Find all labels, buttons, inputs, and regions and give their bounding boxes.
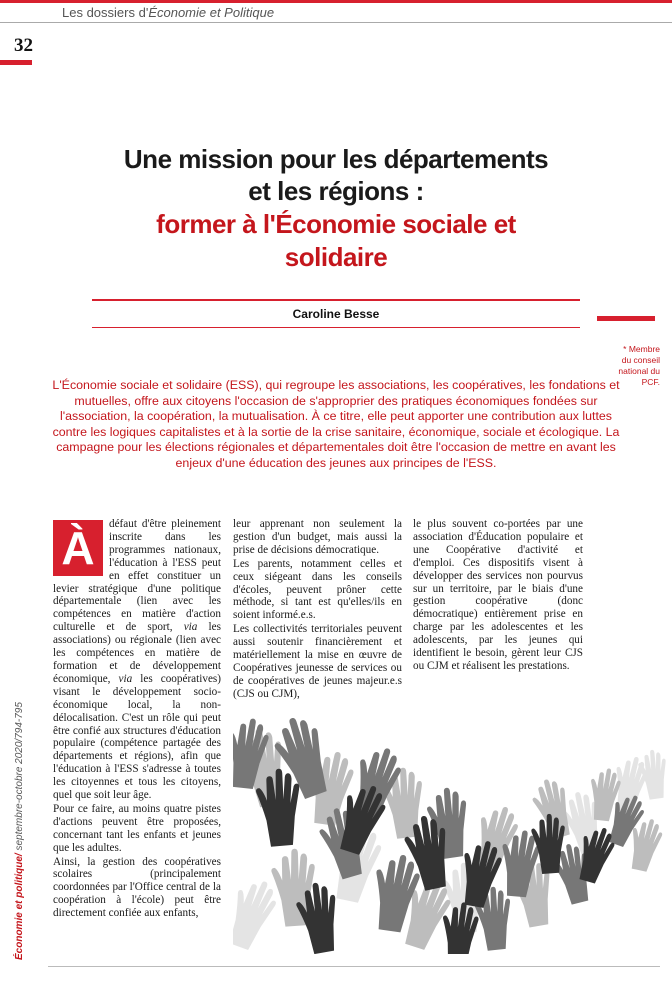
hands-crowd [233, 718, 670, 954]
title-line: Une mission pour les départements [123, 144, 549, 174]
text-run: les associations) ou régionale (lien avec les compétences en matière de formation et de développement économique, [53, 621, 221, 685]
bottom-divider [48, 966, 660, 967]
footnote-line: PCF. [641, 377, 660, 387]
subtitle-line: former à l'Économie sociale et [156, 209, 516, 239]
title-divider-bottom [92, 327, 580, 328]
page-number-bar [0, 60, 32, 65]
body-column-2 [233, 518, 402, 701]
paragraph: Pour ce faire, au moins quatre pistes d'actions peuvent être proposées, concernant tant les enfants et jeunes que les adultes. [53, 802, 221, 854]
top-red-rule [0, 0, 672, 3]
body-column-3 [413, 518, 583, 673]
article-title [40, 143, 632, 207]
journal-name: Économie et politique/ [14, 853, 25, 960]
footnote-line: national du [618, 366, 660, 376]
subtitle-line: solidaire [284, 242, 388, 272]
article-abstract: L'Économie sociale et solidaire (ESS), qui regroupe les associations, les coopératives, les fondations et mutuelles, offre aux citoyens l'occasion de s'approprier des pratiques économiques fondées sur l'association, la coopération, la mutualisation. À ce titre, elle peut apporter une contribution aux luttes contre les logiques capitalistes et à la sortie de la crise sanitaire, économique, sociale et écologique. La campagne pour les élections régionales et départementales doit être l'occasion de mettre en avant les enjeux d'une éducation des jeunes aux principes de l'ESS. [52, 378, 620, 470]
paragraph: Ainsi, la gestion des coopératives scolaires (principalement coordonnées par l'Office central de la coopération à l'école) peut être directement confiée aux enfants, [53, 855, 221, 920]
raised-hands-image [233, 718, 670, 954]
paragraph: Les collectivités territoriales peuvent aussi soutenir financièrement et matériellement la mise en œuvre de Coopératives jeunesse de services ou de coopératives de jeunes majeur.e.s (CJS ou CJM), [233, 623, 402, 700]
paragraph: leur apprenant non seulement la gestion d'un budget, mais aussi la prise de décisions démocratique. [233, 518, 402, 556]
header-divider [0, 22, 672, 23]
text-run: les coopératives) visant le développement socio-économique local, la non-délocalisation. C'est un rôle qui peut être confié aux structures d'éducation populaire (compétence partagée des départements et régions), afin que l'éducation à l'ESS s'adresse à toutes les citoyennes et tous les citoyens, quel que soit leur âge. [53, 672, 221, 802]
paragraph [53, 518, 221, 802]
body-column-1 [53, 518, 221, 920]
journal-issue-label [14, 640, 25, 960]
article-title-block [40, 143, 632, 274]
text-run-italic: via [118, 672, 133, 685]
running-head-journal: Économie et Politique [148, 5, 275, 20]
article-subtitle [40, 208, 632, 274]
author-name: Caroline Besse [292, 307, 380, 321]
paragraph: Les parents, notamment celles et ceux siégeant dans les conseils d'écoles, peuvent prôner cette méthode, si tant est qu'elles/ils en soient informé.e.s. [233, 557, 402, 622]
running-head [62, 5, 274, 20]
side-note-bar [597, 316, 655, 321]
text-run-italic: via [183, 621, 198, 634]
issue-info: septembre-octobre 2020/794-795 [14, 702, 25, 854]
title-line: et les régions : [248, 176, 424, 206]
footnote-line: * Membre [623, 344, 660, 354]
running-head-prefix: Les dossiers d' [62, 5, 149, 20]
text-run: défaut d'être pleinement inscrite dans les programmes nationaux, l'éducation à l'ESS peut en effet constituer un levier stratégique d'une politique départementale (lien avec les compétences en matière d'action culturelle et de sport, [53, 518, 221, 634]
title-divider-top [92, 299, 580, 301]
page-number: 32 [14, 35, 33, 56]
drop-cap: À [53, 520, 103, 576]
footnote-line: du conseil [621, 355, 660, 365]
paragraph: le plus souvent co-portées par une association d'Éducation populaire et une Coopérative d'activité et d'emploi. Ces dispositifs visent à développer des services non pourvus sur un territoire, par le biais d'une gestion coopérative (donc démocratique) entièrement prise en charge par les adolescentes et les adolescents, par les jeunes qui identifient le besoin, gèrent leur CJS ou CJM et réalisent les prestations. [413, 518, 583, 672]
